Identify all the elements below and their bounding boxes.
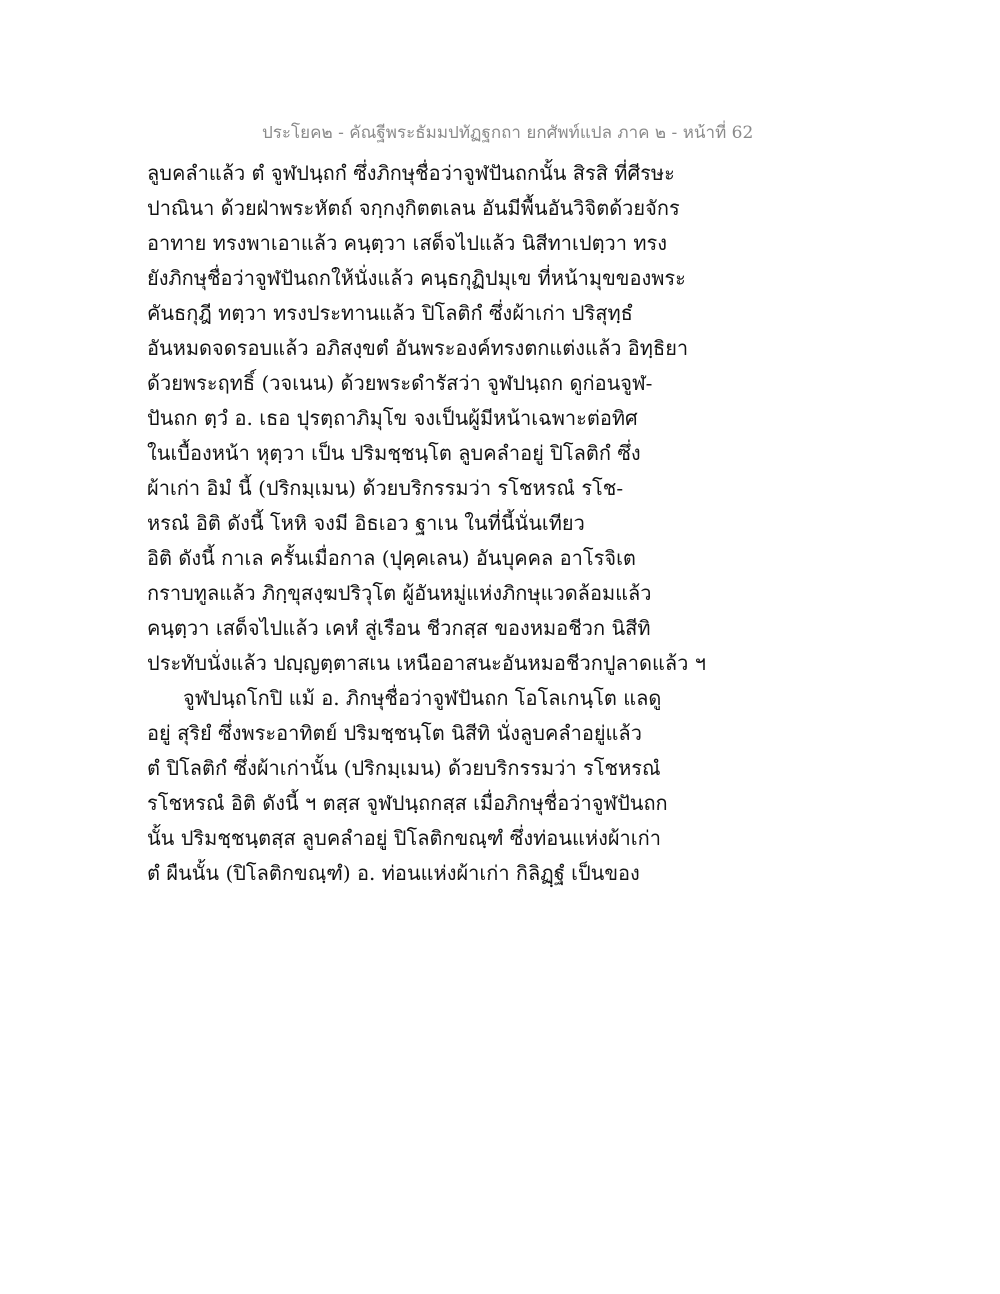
text-line: ประทับนั่งแล้ว ปญฺญตฺตาสเน เหนืออาสนะอันหมอชีวกปูลาดแล้ว ฯ: [147, 651, 706, 675]
text-line: อันหมดจดรอบแล้ว อภิสงฺขตํ อันพระองค์ทรงตกแต่งแล้ว อิทฺธิยา: [147, 336, 689, 360]
page-header: ประโยค๒ - คัณฐีพระธัมมปทัฏฐกถา ยกศัพท์แปล ภาค ๒ - หน้าที่ 62: [262, 123, 754, 143]
text-line: ในเบื้องหน้า หุตฺวา เป็น ปริมชฺชนฺโต ลูบคลำอยู่ ปิโลติกํ ซึ่ง: [147, 441, 641, 465]
text-line: ด้วยพระฤทธิ์ (วจเนน) ด้วยพระดำรัสว่า จูฬปนฺถก ดูก่อนจูฬ-: [147, 371, 653, 395]
text-line: ปาณินา ด้วยฝ่าพระหัตถ์ จกฺกงฺกิตตเลน อันมีพื้นอันวิจิตด้วยจักร: [147, 196, 680, 220]
text-line: กราบทูลแล้ว ภิกฺขุสงฺฆปริวุโต ผู้อันหมู่แห่งภิกษุแวดล้อมแล้ว: [147, 581, 652, 605]
text-line: ตํ ผืนนั้น (ปิโลติกขณฺฑํ) อ. ท่อนแห่งผ้าเก่า กิลิฏฺฐํ เป็นของ: [147, 861, 640, 885]
text-line: หรณํ อิติ ดังนี้ โหหิ จงมี อิธเอว ฐาเน ในที่นี้นั่นเทียว: [147, 511, 585, 535]
text-line: อาทาย ทรงพาเอาแล้ว คนฺตฺวา เสด็จไปแล้ว นิสีทาเปตฺวา ทรง: [147, 231, 668, 255]
text-line: นั้น ปริมชฺชนฺตสฺส ลูบคลำอยู่ ปิโลติกขณฺฑํ ซึ่งท่อนแห่งผ้าเก่า: [147, 826, 661, 850]
text-line: ลูบคลำแล้ว ตํ จูฬปนฺถกํ ซึ่งภิกษุชื่อว่าจูฬปันถกนั้น สิรสิ ที่ศีรษะ: [147, 161, 675, 185]
text-line: อยู่ สุริยํ ซึ่งพระอาทิตย์ ปริมชฺชนฺโต นิสีทิ นั่งลูบคลำอยู่แล้ว: [147, 721, 642, 745]
text-line: คนฺตฺวา เสด็จไปแล้ว เคหํ สู่เรือน ชีวกสฺส ของหมอชีวก นิสีทิ: [147, 616, 651, 640]
text-line: ปันถก ตฺวํ อ. เธอ ปุรตฺถาภิมุโข จงเป็นผู้มีหน้าเฉพาะต่อทิศ: [147, 406, 638, 430]
text-line: รโชหรณํ อิติ ดังนี้ ฯ ตสฺส จูฬปนฺถกสฺส เมื่อภิกษุชื่อว่าจูฬปันถก: [147, 791, 668, 815]
paragraph-start-line: จูฬปนฺถโกปิ แม้ อ. ภิกษุชื่อว่าจูฬปันถก โอโลเกนฺโต แลดู: [183, 686, 662, 710]
text-line: ยังภิกษุชื่อว่าจูฬปันถกให้นั่งแล้ว คนฺธกุฏิปมุเข ที่หน้ามุขของพระ: [147, 266, 686, 290]
text-line: ตํ ปิโลติกํ ซึ่งผ้าเก่านั้น (ปริกมฺเมน) ด้วยบริกรรมว่า รโชหรณํ: [147, 756, 661, 780]
body-text: [147, 156, 707, 891]
text-line: ผ้าเก่า อิมํ นี้ (ปริกมฺเมน) ด้วยบริกรรมว่า รโชหรณํ รโช-: [147, 476, 624, 500]
text-line: อิติ ดังนี้ กาเล ครั้นเมื่อกาล (ปุคฺคเลน) อันบุคคล อาโรจิเต: [147, 546, 636, 570]
text-line: คันธกุฎี ทตฺวา ทรงประทานแล้ว ปิโลติกํ ซึ่งผ้าเก่า ปริสุทฺธํ: [147, 301, 633, 325]
